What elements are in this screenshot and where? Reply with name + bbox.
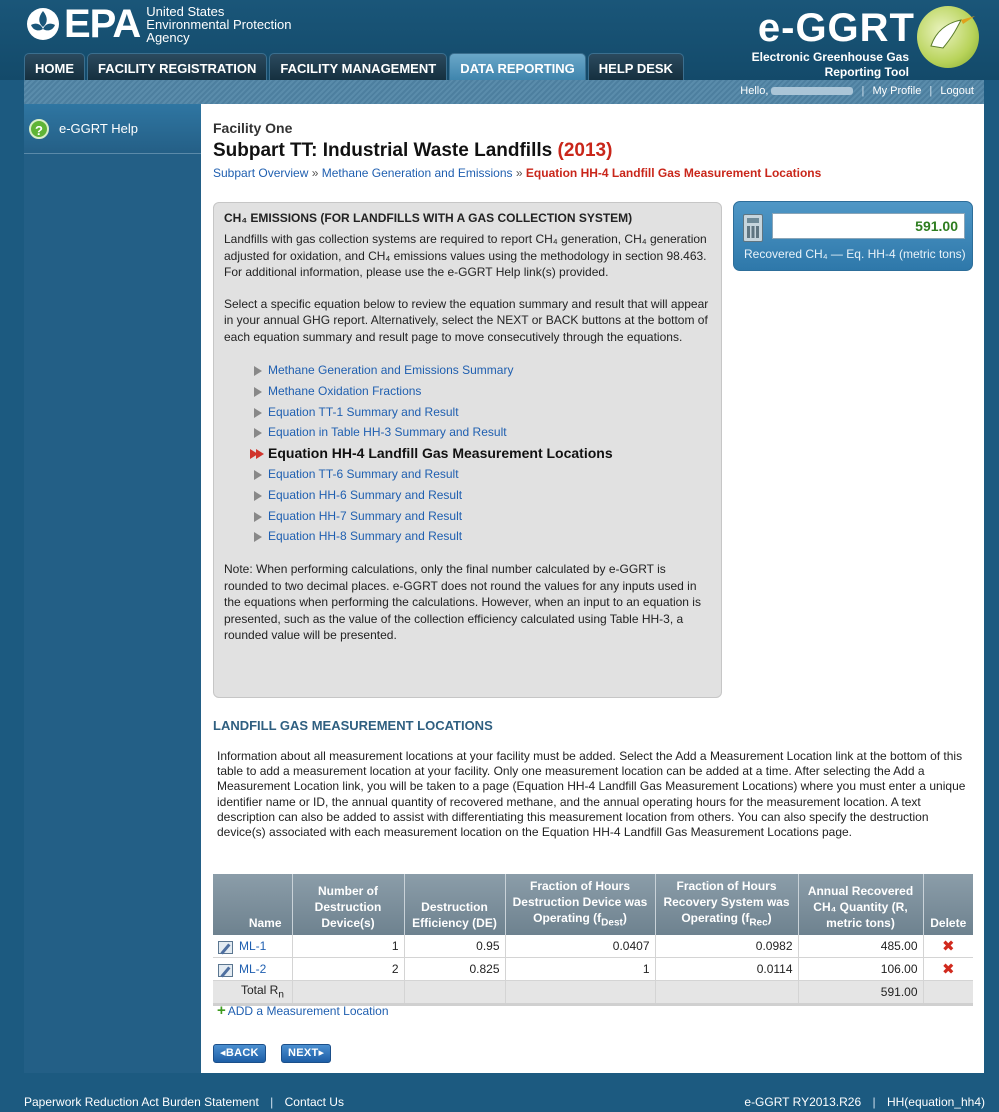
cell-devices: 2	[292, 958, 404, 981]
cell-frec: 0.0982	[655, 935, 798, 958]
equation-list-item	[224, 381, 711, 402]
eggrt-subtitle-2: Reporting Tool	[824, 65, 909, 79]
info-paragraph-2: Select a specific equation below to review the equation summary and result that will appear in your annual GHG report. Alternatively, select the NEXT or BACK buttons at the bottom of each equation summary and result page to move consecutively through the equations.	[224, 296, 709, 344]
breadcrumb	[213, 166, 821, 180]
footer-separator: |	[872, 1095, 876, 1109]
add-location-row	[217, 1002, 389, 1019]
next-label: NEXT	[288, 1047, 319, 1059]
col-header-efficiency: Destruction Efficiency (DE)	[404, 874, 505, 935]
calculator-icon	[743, 214, 763, 242]
arrow-right-icon	[254, 470, 262, 480]
help-question-icon: ?	[29, 119, 49, 139]
cell-frec: 0.0114	[655, 958, 798, 981]
equation-list-item	[224, 464, 711, 485]
col-header-quantity: Annual Recovered CH₄ Quantity (R, metric tons)	[798, 874, 923, 935]
arrow-right-icon	[254, 366, 262, 376]
header	[0, 0, 999, 80]
cell-efficiency: 0.825	[404, 958, 505, 981]
arrow-left-icon: ◂	[220, 1047, 226, 1059]
contact-us-link[interactable]: Contact Us	[284, 1095, 344, 1109]
cell-devices: 1	[292, 935, 404, 958]
cell-delete	[923, 958, 973, 981]
arrow-right-icon	[254, 532, 262, 542]
cell-empty	[923, 981, 973, 1004]
add-location-link[interactable]: ADD a Measurement Location	[227, 1004, 389, 1018]
nav-tab-facility-registration[interactable]: FACILITY REGISTRATION	[87, 53, 267, 80]
breadcrumb-separator: »	[311, 166, 319, 180]
equation-list-item	[224, 422, 711, 443]
equation-list-item	[224, 526, 711, 547]
recovered-ch4-label: Recovered CH₄ — Eq. HH-4 (metric tons)	[744, 247, 966, 261]
cell-empty	[292, 981, 404, 1004]
col-header-fdest-text: Fraction of Hours Destruction Device was Operating (f	[512, 879, 648, 925]
arrow-right-icon	[254, 387, 262, 397]
equation-link-current[interactable]: Equation HH-4 Landfill Gas Measurement Locations	[268, 445, 613, 462]
epa-flower-icon	[26, 7, 60, 41]
equation-link[interactable]: Equation in Table HH-3 Summary and Result	[268, 425, 507, 440]
separator: |	[861, 85, 865, 97]
double-arrow-right-icon	[250, 449, 258, 459]
table-header-row	[213, 874, 973, 935]
footer-separator: |	[270, 1095, 274, 1109]
delete-x-icon[interactable]: ✖	[941, 961, 955, 979]
equation-list-item	[224, 506, 711, 527]
facility-name: Facility One	[213, 120, 293, 136]
sidebar	[24, 104, 201, 1073]
equation-link[interactable]: Equation TT-6 Summary and Result	[268, 466, 459, 481]
rounding-note: Note: When performing calculations, only the final number calculated by e-GGRT is rounded to two decimal places. e-GGRT does not round the values for any inputs used in the equations when performing the calculations. However, when an input to an equation is presented, such as the value of the collection efficiency calculated using Table HH-3, a rounded value will be presented.	[224, 562, 701, 643]
arrow-right-icon	[254, 512, 262, 522]
equation-list	[224, 360, 711, 547]
delete-x-icon[interactable]: ✖	[941, 938, 955, 956]
cell-empty	[404, 981, 505, 1004]
equation-link[interactable]: Equation HH-7 Summary and Result	[268, 508, 463, 523]
cell-empty	[655, 981, 798, 1004]
subpart-title-text: Subpart TT: Industrial Waste Landfills	[213, 140, 553, 161]
arrow-right-icon	[254, 428, 262, 438]
section-heading: LANDFILL GAS MEASUREMENT LOCATIONS	[213, 718, 493, 733]
agency-line-3: Agency	[146, 29, 190, 45]
info-paragraph-1: Landfills with gas collection systems are required to report CH₄ generation, CH₄ generation adjusted for oxidation, and CH₄ emissions values using the methodology in section 98.463. For additional information, please use the e-GGRT Help link(s) provided.	[224, 232, 707, 279]
eggrt-subtitle-1: Electronic Greenhouse Gas	[751, 50, 909, 64]
cell-fdest: 0.0407	[505, 935, 655, 958]
col-header-frec-text: Fraction of Hours Recovery System was Operating (f	[663, 879, 790, 925]
fdest-subscript: Dest	[601, 917, 623, 929]
equation-link[interactable]: Equation HH-8 Summary and Result	[268, 529, 463, 544]
equation-link[interactable]: Equation HH-6 Summary and Result	[268, 487, 463, 502]
epa-logo[interactable]	[26, 4, 292, 44]
arrow-right-icon	[254, 408, 262, 418]
my-profile-link[interactable]: My Profile	[872, 85, 922, 97]
breadcrumb-methane-generation[interactable]: Methane Generation and Emissions	[321, 166, 513, 180]
equation-list-item-current	[224, 443, 711, 464]
main-nav	[24, 53, 686, 80]
nav-tab-facility-management[interactable]: FACILITY MANAGEMENT	[269, 53, 447, 80]
measurement-locations-table	[213, 874, 973, 1006]
col-header-devices: Number of Destruction Device(s)	[292, 874, 404, 935]
sidebar-item-help[interactable]	[24, 104, 201, 154]
nav-tab-help-desk[interactable]: HELP DESK	[588, 53, 684, 80]
location-link[interactable]: ML-1	[239, 939, 267, 954]
sidebar-item-label: e-GGRT Help	[59, 121, 138, 136]
equation-link[interactable]: Methane Oxidation Fractions	[268, 383, 422, 398]
cell-name	[213, 958, 292, 981]
next-button[interactable]	[281, 1044, 331, 1063]
fdest-close: )	[622, 911, 627, 925]
agency-line-1: United States	[146, 3, 225, 19]
cell-fdest: 1	[505, 958, 655, 981]
equation-list-item	[224, 360, 711, 381]
equation-link[interactable]: Methane Generation and Emissions Summary	[268, 363, 514, 377]
version-text: e-GGRT RY2013.R26	[744, 1095, 862, 1109]
cell-quantity: 106.00	[798, 958, 923, 981]
total-subscript: n	[278, 989, 284, 1001]
total-label	[213, 981, 292, 1004]
equation-list-item	[224, 485, 711, 506]
col-header-name: Name	[213, 874, 292, 935]
plus-icon[interactable]: +	[217, 1002, 226, 1019]
equation-link[interactable]: Equation TT-1 Summary and Result	[268, 404, 459, 419]
page-id-text: HH(equation_hh4)	[886, 1095, 985, 1109]
section-description: Information about all measurement locations at your facility must be added. Select the Add a Measurement Location link at the bottom of this table to add a measurement location at your facility. Only one measurement location can be added at a time. After selecting the Add a Measurement Location link, you will be taken to a page (Equation HH-4 Landfill Gas Measurement Locations) where you must enter a unique identifier name or ID, the annual quantity of recovered methane, and the annual operating hours for the measurement location. A text description can also be added to assist with differentiating this measurement location from others. You can also specify the destruction device(s) associated with each measurement location on the Equation HH-4 Landfill Gas Measurement Locations page.	[217, 749, 966, 840]
nav-tab-data-reporting[interactable]: DATA REPORTING	[449, 53, 586, 80]
location-link[interactable]: ML-2	[239, 962, 267, 977]
cell-quantity: 485.00	[798, 935, 923, 958]
breadcrumb-separator: »	[515, 166, 523, 180]
back-label: BACK	[225, 1047, 259, 1059]
table-total-row	[213, 981, 973, 1004]
edit-icon[interactable]	[218, 964, 233, 977]
cell-efficiency: 0.95	[404, 935, 505, 958]
separator: |	[929, 85, 933, 97]
arrow-right-icon: ▸	[318, 1047, 325, 1059]
total-value: 591.00	[798, 981, 923, 1004]
footer-version	[744, 1095, 985, 1109]
breadcrumb-current: Equation HH-4 Landfill Gas Measurement Locations	[525, 166, 822, 180]
epa-agency-name	[146, 5, 291, 44]
ch4-emissions-info-box	[213, 202, 722, 698]
epa-wordmark: EPA	[64, 2, 141, 46]
cell-empty	[505, 981, 655, 1004]
main-content	[201, 104, 984, 1073]
page-title	[213, 140, 612, 162]
col-header-fdest	[505, 874, 655, 935]
frec-close: )	[767, 911, 772, 925]
hello-text: Hello,	[740, 85, 769, 97]
edit-icon[interactable]	[218, 941, 233, 954]
total-label-text: Total R	[241, 983, 279, 998]
table-row	[213, 958, 973, 981]
calculation-result-box	[733, 201, 973, 271]
logout-link[interactable]: Logout	[940, 85, 974, 97]
eggrt-title: e-GGRT	[757, 6, 915, 50]
footer	[0, 1090, 999, 1112]
table-row	[213, 935, 973, 958]
col-header-frec	[655, 874, 798, 935]
cell-name	[213, 935, 292, 958]
eggrt-logo[interactable]	[729, 4, 979, 78]
footer-links	[24, 1095, 344, 1109]
egret-bird-icon	[917, 6, 979, 68]
col-header-delete: Delete	[923, 874, 973, 935]
recovered-ch4-value: 591.00	[772, 213, 965, 239]
reporting-year: (2013)	[557, 140, 613, 161]
arrow-right-icon	[254, 491, 262, 501]
nav-tab-home[interactable]: HOME	[24, 53, 85, 80]
cell-delete	[923, 935, 973, 958]
info-heading: CH₄ EMISSIONS (FOR LANDFILLS WITH A GAS COLLECTION SYSTEM)	[224, 211, 633, 225]
paperwork-link[interactable]: Paperwork Reduction Act Burden Statement	[24, 1095, 259, 1109]
back-button[interactable]	[213, 1044, 266, 1063]
frec-subscript: Rec	[749, 917, 768, 929]
agency-line-2: Environmental Protection	[146, 16, 292, 32]
breadcrumb-subpart-overview[interactable]: Subpart Overview	[213, 166, 309, 180]
user-name-redacted	[771, 87, 853, 95]
user-bar	[24, 80, 984, 104]
egret-graphic	[917, 6, 979, 68]
equation-list-item	[224, 402, 711, 423]
